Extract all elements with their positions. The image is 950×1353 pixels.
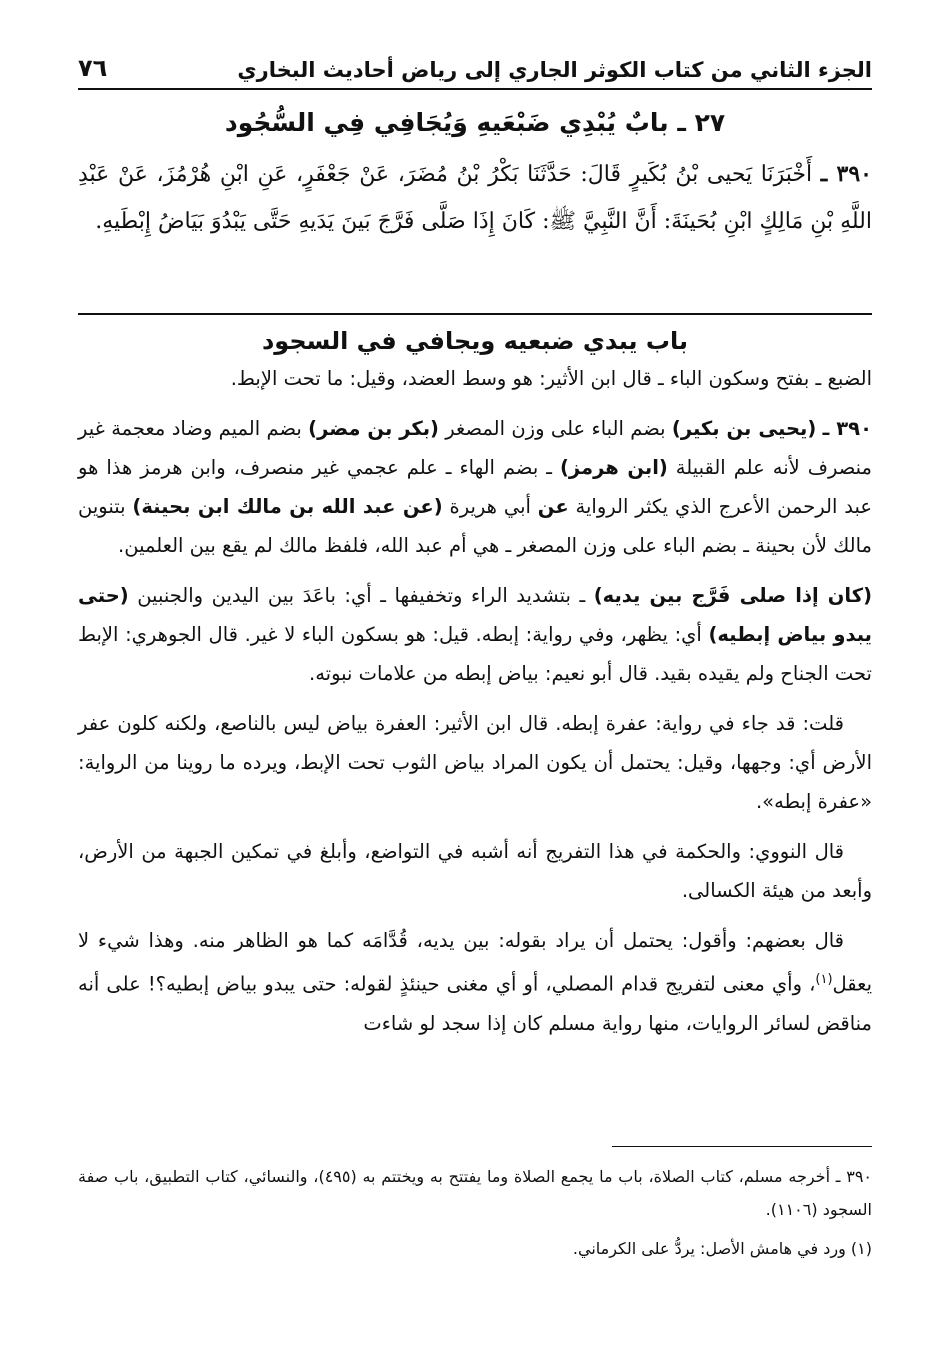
hadith-section [78,108,872,245]
commentary-paragraph-6 [78,921,872,1043]
commentary-paragraph-3 [78,576,872,693]
bold-term: (حتى يبدو بياض إبطيه) [78,584,873,646]
running-header [78,40,872,90]
page-number: ٧٦ [78,54,108,82]
commentary-paragraph-4: قلت: قد جاء في رواية: عفرة إبطه. قال ابن الأثير: العفرة بياض ليس بالناصع، ولكنه كلون عفر الأرض أي: وجهها، وقيل: يحتمل أن يكون المراد بياض الثوب تحت الإبط، ويرده ما روينا من الرواية: «عفرة إبطه». [78,712,872,813]
text-run: ـ بتشديد الراء وتخفيفها ـ أي: باعَدَ بين اليدين والجنبين [128,584,594,607]
text-run: بضم الميم وضاد معجمة غير منصرف لأنه علم القبيلة [78,417,872,479]
text-run: أي: يظهر، وفي رواية: إبطه. قيل: هو بسكون الباء لا غير. قال الجوهري: الإبط تحت الجناح ولم يقيده بقيد. قال أبو نعيم: بياض إبطه من علامات نبوته. [78,623,872,685]
commentary-section [78,327,872,1054]
text-run: أبي هريرة [442,495,538,518]
text-run: بضم الباء على وزن المصغر [438,417,672,440]
footnotes [78,1160,872,1271]
footnote-marker[interactable]: (١) [815,972,833,987]
text-run: ـ بضم الهاء ـ علم عجمي غير منصرف، وابن هرمز هذا هو عبد الرحمن الأعرج الذي يكثر الرواية [78,456,872,518]
bold-term: (يحيى بن بكير) [671,417,817,440]
bold-term: (ابن هرمز) [559,456,668,479]
bold-term: (كان إذا صلى فَرَّج بين يديه) [593,584,872,607]
footnote-hadith: ٣٩٠ ـ أخرجه مسلم، كتاب الصلاة، باب ما يجمع الصلاة وما يفتتح به ويختتم به (٤٩٥)، والنسائي، كتاب التطبيق، باب صفة السجود (١١٠٦). [78,1167,873,1219]
commentary-paragraph-1: الضبع ـ بفتح وسكون الباء ـ قال ابن الأثير: هو وسط العضد، وقيل: ما تحت الإبط. [230,367,872,390]
footnote-rule [612,1146,872,1147]
hadith-text [78,151,872,245]
running-title: الجزء الثاني من كتاب الكوثر الجاري إلى رياض أحاديث البخاري [237,58,872,82]
bold-term: (بكر بن مضر) [308,417,439,440]
text-run: قال بعضهم: وأقول: يحتمل أن يراد بقوله: بين يديه، قُدَّامَه كما هو الظاهر منه. وهذا شيء لا يعقل [78,929,872,996]
hadith-number: ٣٩٠ ـ [820,161,872,187]
chapter-title: ٢٧ ـ بابٌ يُبْدِي ضَبْعَيهِ وَيُجَافِي فِي السُّجُود [224,108,726,137]
text-run: ، وأي معنى لتفريج قدام المصلي، أو أي مغنى حينئذٍ لقوله: حتى يبدو بياض إبطيه؟! على أنه مناقض لسائر الروايات، منها رواية مسلم كان إذا سجد لو شاءت [78,972,872,1035]
hadith-ref-number: ٣٩٠ ـ [822,417,872,440]
hadith-body: أَخْبَرَنَا يَحيى بْنُ بُكَيرٍ قَالَ: حَدَّثَنَا بَكْرُ بْنُ مُضَرَ، عَنْ جَعْفَرٍ، عَنِ ابْنِ هُرْمُزَ، عَنْ عَبْدِ اللَّهِ بْنِ مَالِكٍ ابْنِ بُحَينَةَ: أَنَّ النَّبِيَّ ﷺ: كَانَ إِذَا صَلَّى فَرَّجَ بَينَ يَدَيهِ حَتَّى يَبْدُوَ بَيَاضُ إِبْطَيهِ. [78,162,872,234]
bold-term: عن [537,495,569,518]
commentary-paragraph-5: قال النووي: والحكمة في هذا التفريج أنه أشبه في التواضع، وأبلغ في تمكين الجبهة من الأرض، وأبعد من هيئة الكسالى. [78,840,872,902]
commentary-paragraph-2 [78,409,872,565]
text-run: بتنوين مالك لأن بحينة ـ بضم الباء على وزن المصغر ـ هي أم عبد الله، فلفظ مالك لم يقع بين العلمين. [78,495,872,557]
section-divider [78,313,872,315]
commentary-title: باب يبدي ضبعيه ويجافي في السجود [261,327,689,355]
footnote-1: (١) ورد في هامش الأصل: يردُّ على الكرماني. [572,1239,872,1258]
bold-term: (عن عبد الله بن مالك ابن بحينة) [132,495,443,518]
